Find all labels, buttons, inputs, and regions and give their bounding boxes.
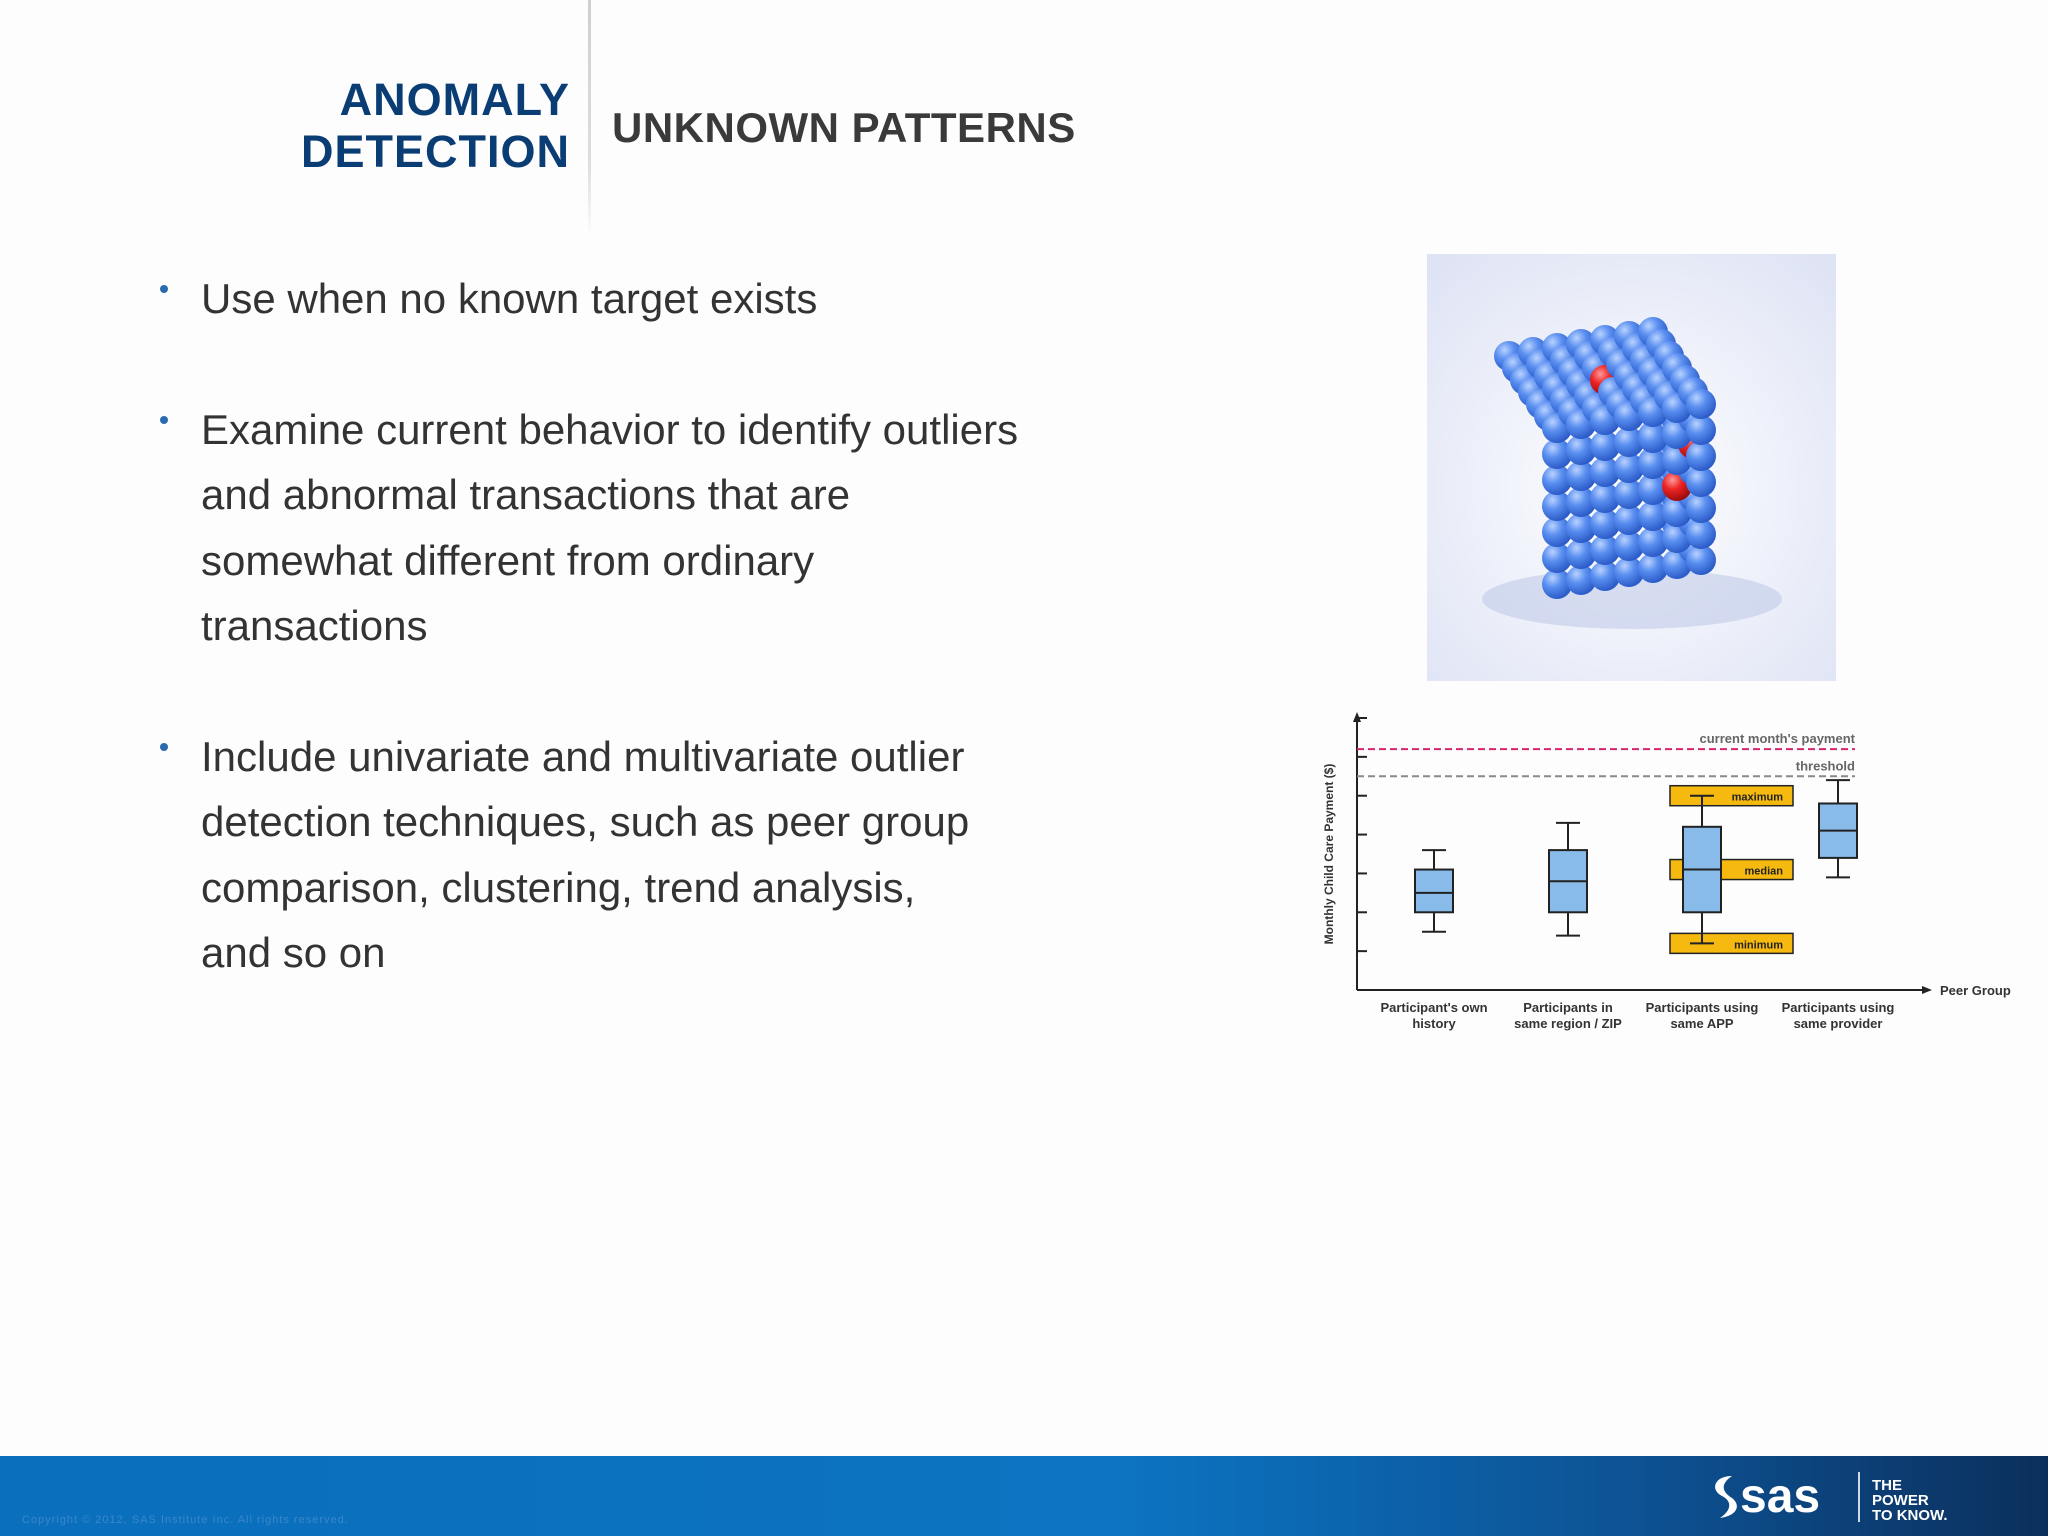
box-plot [1415, 850, 1453, 932]
bullet-item [150, 724, 1050, 986]
reference-line-label: current month's payment [1699, 731, 1855, 747]
bullet-dot-icon [160, 285, 168, 293]
sphere [1686, 467, 1716, 497]
sas-logo-text: sas [1740, 1470, 1821, 1523]
sphere [1686, 545, 1716, 575]
x-tick-label: Participants using same provider [1781, 1000, 1895, 1031]
sphere [1686, 493, 1716, 523]
bullet-item [150, 266, 1050, 332]
x-tick-label: Participants using same APP [1645, 1000, 1759, 1031]
slide-title-line1: ANOMALY [339, 74, 570, 125]
box [1415, 870, 1453, 913]
tagline-line1: THE [1872, 1477, 1902, 1494]
bullet-dot-icon [160, 416, 168, 424]
bullet-list [150, 266, 1050, 1051]
bullet-text: Use when no known target exists [201, 275, 818, 322]
tagline-line2: POWER [1872, 1492, 1929, 1509]
slide-title [301, 74, 570, 178]
x-axis-arrow-icon [1922, 986, 1932, 994]
sphere [1686, 389, 1716, 419]
annotation-label: maximum [1731, 791, 1783, 804]
slide-subtitle: UNKNOWN PATTERNS [612, 104, 1076, 151]
annotation-label: minimum [1734, 939, 1783, 952]
sas-logo-icon [1715, 1476, 1737, 1518]
annotation-label: median [1744, 865, 1783, 878]
bullet-item [150, 397, 1050, 659]
sphere-lattice-cube-image [1427, 254, 1836, 681]
bullet-text: Examine current behavior to identify outliers and abnormal transactions that are somewhat different from ordinary transactions [201, 405, 1019, 649]
reference-line-label: threshold [1795, 758, 1855, 774]
box-plot-chart [1290, 700, 2030, 1050]
sphere [1686, 441, 1716, 471]
header-divider [588, 0, 591, 238]
sphere [1686, 415, 1716, 445]
x-tick-label: Participant's own history [1380, 1000, 1488, 1031]
slide-title-line2: DETECTION [300, 126, 570, 177]
y-axis-title: Monthly Child Care Payment ($) [1322, 763, 1336, 945]
x-axis-title: Peer Group [1940, 983, 2011, 998]
bullet-text: Include univariate and multivariate outlier detection techniques, such as peer group comparison, clustering, trend analysis, and so on [201, 732, 970, 976]
copyright-text: Copyright © 2012, SAS Institute Inc. All rights reserved. [22, 1514, 349, 1526]
box-plot [1549, 823, 1587, 936]
box-plot [1819, 780, 1857, 877]
x-tick-label: Participants in same region / ZIP [1514, 1000, 1622, 1031]
tagline-line3: TO KNOW. [1872, 1507, 1948, 1524]
box-plot [1683, 796, 1721, 944]
bullet-dot-icon [160, 743, 168, 751]
sas-logo [1706, 1466, 2006, 1528]
sphere [1686, 519, 1716, 549]
